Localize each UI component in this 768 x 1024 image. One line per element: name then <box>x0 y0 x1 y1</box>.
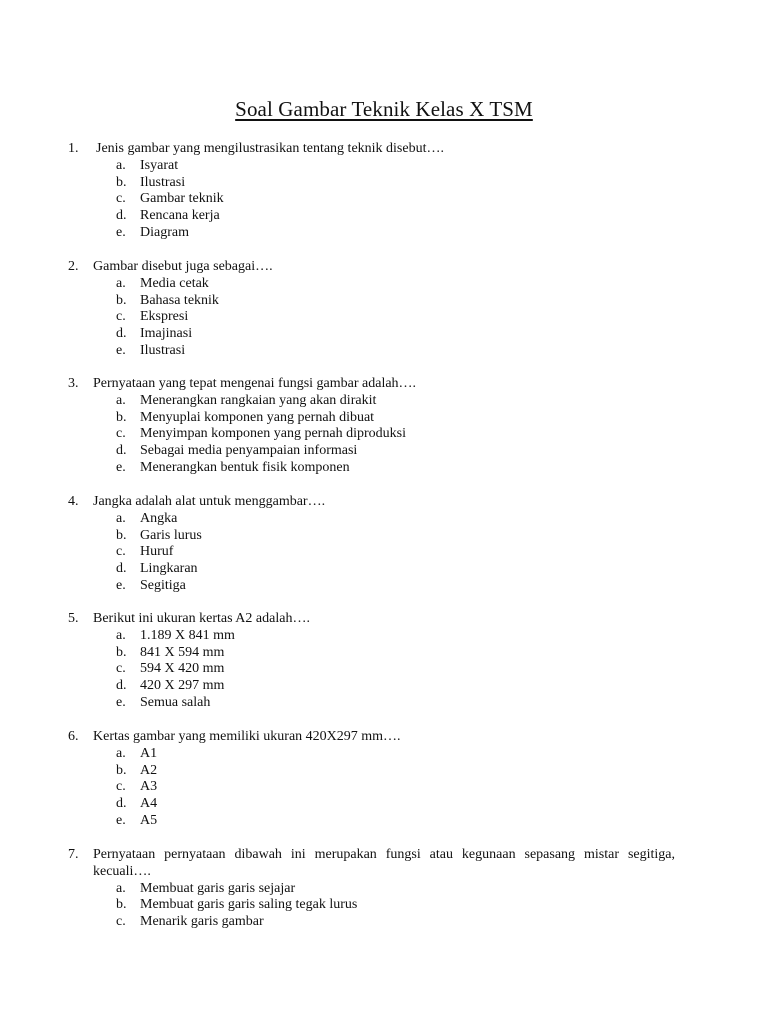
option-letter: b. <box>116 897 127 913</box>
option-letter: c. <box>116 309 126 325</box>
option-text: 841 X 594 mm <box>140 644 225 660</box>
option-text: Diagram <box>140 224 189 240</box>
option-letter: a. <box>116 275 126 291</box>
option-b <box>0 293 768 310</box>
option-letter: a. <box>116 510 126 526</box>
option-text: Ekspresi <box>140 309 189 325</box>
question-number: 4. <box>68 494 79 509</box>
option-text: Segitiga <box>140 577 186 593</box>
option-b <box>0 175 768 192</box>
option-d <box>0 561 768 578</box>
option-a <box>0 276 768 293</box>
option-letter: c. <box>116 661 126 677</box>
option-text: Rencana kerja <box>140 208 220 224</box>
option-text: A2 <box>140 762 158 778</box>
option-a <box>0 628 768 645</box>
option-text: Garis lurus <box>140 527 202 543</box>
option-letter: c. <box>116 426 126 442</box>
option-e <box>0 225 768 242</box>
option-text: Menerangkan bentuk fisik komponen <box>140 459 350 475</box>
option-c <box>0 309 768 326</box>
option-text: Membuat garis garis sejajar <box>140 880 296 896</box>
option-letter: b. <box>116 644 127 660</box>
option-letter: d. <box>116 678 127 694</box>
option-text: Sebagai media penyampaian informasi <box>140 443 358 459</box>
option-letter: a. <box>116 392 126 408</box>
option-e <box>0 813 768 830</box>
option-text: Membuat garis garis saling tegak lurus <box>140 897 358 913</box>
option-letter: d. <box>116 208 127 224</box>
option-letter: c. <box>116 914 126 930</box>
option-c <box>0 426 768 443</box>
question-text: Berikut ini ukuran kertas A2 adalah…. <box>93 611 310 626</box>
option-text: Menyimpan komponen yang pernah diproduksi <box>140 426 406 442</box>
option-letter: d. <box>116 561 127 577</box>
option-text: Semua salah <box>140 694 211 710</box>
option-text: Gambar teknik <box>140 191 224 207</box>
option-letter: c. <box>116 779 126 795</box>
question-text: Pernyataan pernyataan dibawah ini merupakan fungsi atau kegunaan sepasang mistar segitiga, kecuali…. <box>93 847 675 879</box>
option-letter: d. <box>116 326 127 342</box>
option-e <box>0 343 768 360</box>
option-c <box>0 544 768 561</box>
option-text: 420 X 297 mm <box>140 678 225 694</box>
option-letter: d. <box>116 796 127 812</box>
option-letter: e. <box>116 342 126 358</box>
option-b <box>0 645 768 662</box>
option-c <box>0 191 768 208</box>
option-e <box>0 460 768 477</box>
option-letter: a. <box>116 157 126 173</box>
option-a <box>0 511 768 528</box>
option-letter: e. <box>116 812 126 828</box>
question-number: 1. <box>68 141 79 156</box>
option-c <box>0 779 768 796</box>
option-b <box>0 410 768 427</box>
option-text: Imajinasi <box>140 326 193 342</box>
option-letter: e. <box>116 459 126 475</box>
option-text: Angka <box>140 510 178 526</box>
option-letter: d. <box>116 443 127 459</box>
option-text: A3 <box>140 779 158 795</box>
option-text: 1.189 X 841 mm <box>140 627 235 643</box>
option-text: Ilustrasi <box>140 342 186 358</box>
option-text: A4 <box>140 796 158 812</box>
option-letter: e. <box>116 577 126 593</box>
option-letter: a. <box>116 627 126 643</box>
question-text: Jenis gambar yang mengilustrasikan tentang teknik disebut…. <box>96 141 444 156</box>
option-letter: a. <box>116 745 126 761</box>
option-e <box>0 695 768 712</box>
option-a <box>0 158 768 175</box>
option-text: Huruf <box>140 544 174 560</box>
question-text: Pernyataan yang tepat mengenai fungsi gambar adalah…. <box>93 376 417 391</box>
option-c <box>0 914 768 931</box>
option-d <box>0 208 768 225</box>
option-letter: b. <box>116 174 127 190</box>
option-letter: c. <box>116 191 126 207</box>
question-text: Jangka adalah alat untuk menggambar…. <box>93 494 326 509</box>
option-text: A1 <box>140 745 158 761</box>
option-letter: e. <box>116 224 126 240</box>
option-b <box>0 528 768 545</box>
option-d <box>0 326 768 343</box>
question-text: Kertas gambar yang memiliki ukuran 420X297 mm…. <box>93 729 401 744</box>
option-text: Lingkaran <box>140 561 198 577</box>
option-b <box>0 763 768 780</box>
option-text: Menarik garis gambar <box>140 914 264 930</box>
option-letter: a. <box>116 880 126 896</box>
option-d <box>0 443 768 460</box>
option-a <box>0 393 768 410</box>
question-number: 5. <box>68 611 79 626</box>
option-letter: b. <box>116 292 127 308</box>
option-text: Menerangkan rangkaian yang akan dirakit <box>140 392 377 408</box>
option-text: 594 X 420 mm <box>140 661 225 677</box>
option-letter: b. <box>116 762 127 778</box>
option-d <box>0 796 768 813</box>
option-a <box>0 746 768 763</box>
question-text: Gambar disebut juga sebagai…. <box>93 259 273 274</box>
option-letter: e. <box>116 694 126 710</box>
question-number: 7. <box>68 847 79 862</box>
option-text: Ilustrasi <box>140 174 186 190</box>
option-a <box>0 881 768 898</box>
question-number: 6. <box>68 729 79 744</box>
document-title: Soal Gambar Teknik Kelas X TSM <box>235 97 533 121</box>
option-text: Bahasa teknik <box>140 292 219 308</box>
option-text: Isyarat <box>140 157 179 173</box>
option-text: Media cetak <box>140 275 209 291</box>
question-number: 3. <box>68 376 79 391</box>
option-letter: c. <box>116 544 126 560</box>
option-b <box>0 897 768 914</box>
option-d <box>0 678 768 695</box>
option-c <box>0 661 768 678</box>
option-letter: b. <box>116 409 127 425</box>
option-letter: b. <box>116 527 127 543</box>
question-number: 2. <box>68 259 79 274</box>
option-text: Menyuplai komponen yang pernah dibuat <box>140 409 375 425</box>
option-text: A5 <box>140 812 158 828</box>
option-e <box>0 578 768 595</box>
